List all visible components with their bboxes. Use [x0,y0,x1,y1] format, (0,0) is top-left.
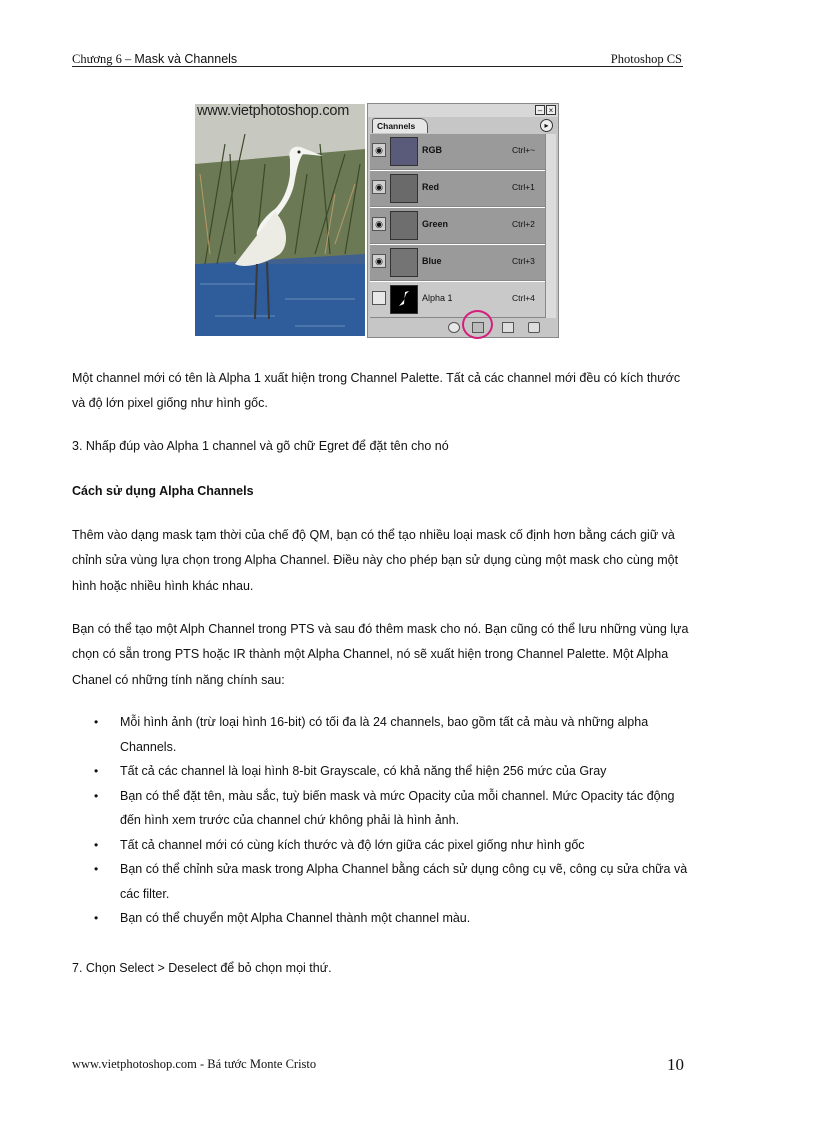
header-book-title: Photoshop CS [610,52,682,66]
list-item: • Tất cả channel mới có cùng kích thước và độ lớn giữa các pixel giống như hình gốc [72,833,692,858]
channel-row-rgb[interactable] [370,134,546,170]
footer-credit: www.vietphotoshop.com - Bá tước Monte Cristo [72,1057,317,1071]
list-item: • Bạn có thể đặt tên, màu sắc, tuỳ biến mask và mức Opacity của mỗi channel. Mức Opacity tác động đến hình xem trước của channel chứ không phải là hình ảnh. [72,784,692,833]
palette-title-bar [368,104,558,117]
list-item: • Bạn có thể chỉnh sửa mask trong Alpha Channel bằng cách sử dụng công cụ vẽ, công cụ sửa chữa và các filter. [72,857,692,906]
channel-name: Alpha 1 [422,293,453,303]
channel-name: Green [422,219,449,229]
channel-shortcut: Ctrl+~ [512,145,536,155]
egret-photo [195,104,365,336]
paragraph: Một channel mới có tên là Alpha 1 xuất hiện trong Channel Palette. Tất cả các channel mới đều có kích thước và độ lớn pixel giống như hình gốc. [72,371,681,411]
eye-icon[interactable]: ◉ [372,254,386,268]
new-channel-icon[interactable] [502,322,514,333]
channel-thumbnail [390,137,418,166]
paragraph-step-3: 3. Nhấp đúp vào Alpha 1 channel và gõ chữ Egret để đặt tên cho nó [72,439,449,453]
eye-icon[interactable]: ◉ [372,143,386,157]
channel-thumbnail [390,285,418,314]
load-selection-icon[interactable] [448,322,460,333]
channel-shortcut: Ctrl+1 [512,182,535,192]
channel-name: Blue [422,256,442,266]
header-chapter-title: Mask và Channels [134,52,238,66]
channel-row-red[interactable] [370,171,546,207]
eye-icon[interactable]: ◉ [372,217,386,231]
header-chapter-prefix: Chương 6 – [72,52,135,66]
channel-row-green[interactable] [370,208,546,244]
page-number: 10 [667,1055,684,1074]
eye-icon[interactable] [372,291,386,305]
channel-name: Red [422,182,440,192]
eye-icon[interactable]: ◉ [372,180,386,194]
channel-row-blue[interactable] [370,245,546,281]
channels-palette [367,103,559,338]
header-rule [72,66,683,67]
feature-list [72,710,692,931]
channel-shortcut: Ctrl+3 [512,256,535,266]
channel-thumbnail [390,174,418,203]
channel-name: RGB [422,145,442,155]
list-item: • Tất cả các channel là loại hình 8-bit Grayscale, có khả năng thể hiện 256 mức của Gray [72,759,692,784]
channel-shortcut: Ctrl+4 [512,293,535,303]
list-item: • Bạn có thể chuyển một Alpha Channel thành một channel màu. [72,906,692,931]
section-heading: Cách sử dụng Alpha Channels [72,484,254,498]
minimize-button[interactable]: – [535,105,545,115]
paragraph: Bạn có thể tạo một Alph Channel trong PTS và sau đó thêm mask cho nó. Bạn cũng có thể lưu những vùng lựa chọn có sẵn trong PTS hoặc IR thành một Alpha Channel, nó sẽ xuất hiện trong Channel Palette. Một Alpha Chanel có những tính năng chính sau: [72,622,689,687]
channel-shortcut: Ctrl+2 [512,219,535,229]
alpha-mask-thumbnail-icon [391,286,417,313]
paragraph-step-7: 7. Chọn Select > Deselect để bỏ chọn mọi thứ. [72,961,332,975]
egret-illustration [195,104,365,336]
header-chapter [72,52,237,67]
list-item: • Mỗi hình ảnh (trừ loại hình 16-bit) có tối đa là 24 channels, bao gồm tất cả màu và những alpha Channels. [72,710,692,759]
highlight-circle [462,310,493,339]
channel-thumbnail [390,211,418,240]
channel-thumbnail [390,248,418,277]
channel-row-alpha-1[interactable] [370,282,546,318]
palette-scrollbar[interactable] [545,134,556,318]
trash-icon[interactable] [528,322,540,333]
channel-list [370,134,546,318]
photo-watermark: www.vietphotoshop.com [197,103,350,119]
close-button[interactable]: × [546,105,556,115]
palette-menu-button[interactable]: ▸ [540,119,553,132]
paragraph: Thêm vào dạng mask tạm thời của chế độ QM, bạn có thể tạo nhiều loại mask cố định hơn bằng cách giữ và chỉnh sửa vùng lựa chọn trong Alpha Channel. Điều này cho phép bạn sử dụng cùng một mask cho cùng một hình hoặc nhiều hình khác nhau. [72,528,679,593]
tab-channels[interactable]: Channels [372,118,428,133]
